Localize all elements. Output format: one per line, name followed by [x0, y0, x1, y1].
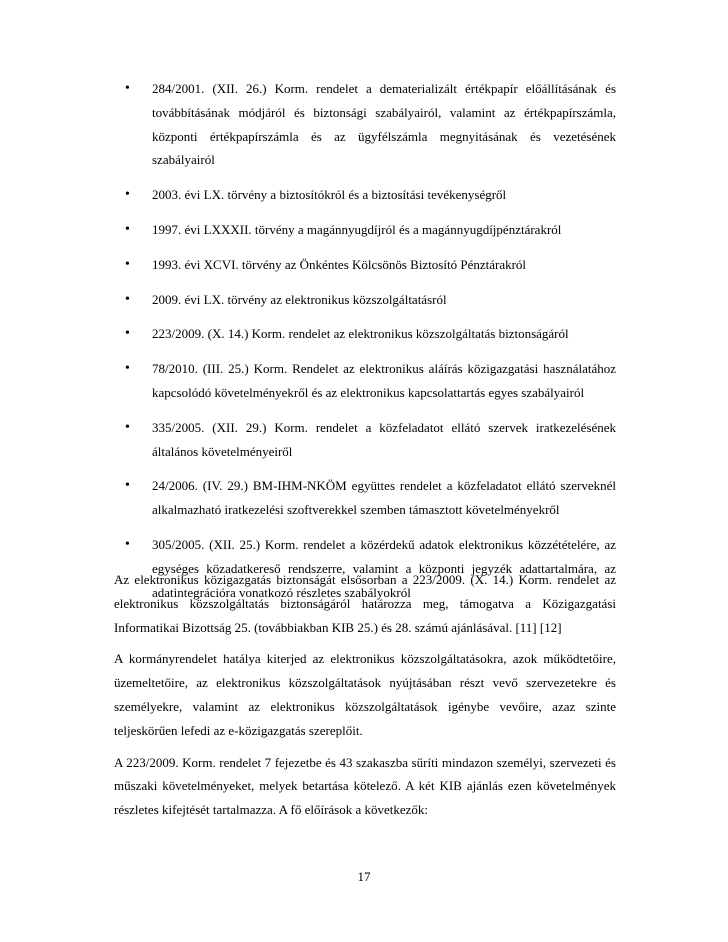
list-item — [0, 474, 728, 522]
paragraph: A 223/2009. Korm. rendelet 7 fejezetbe és 43 szakaszba sűríti mindazon személyi, szervezeti és műszaki követelményeket, melyek betartása kötelező. A két KIB ajánlás ezen követelmények részletes kifejtését tartalmazza. A fő előírások a következők: — [114, 754, 616, 818]
list-item — [0, 218, 728, 242]
list-item-text: 2009. évi LX. törvény az elektronikus közszolgáltatásról — [152, 291, 447, 307]
bullet-icon: • — [125, 536, 130, 552]
bullet-icon: • — [125, 326, 130, 342]
list-item — [0, 357, 728, 405]
list-item — [0, 288, 728, 312]
list-item-text: 1997. évi LXXXII. törvény a magánnyugdíjról és a magánnyugdíjpénztárakról — [152, 221, 562, 237]
list-item — [0, 322, 728, 346]
bullet-icon: • — [125, 361, 130, 377]
bullet-icon: • — [125, 221, 130, 237]
list-item-text: 335/2005. (XII. 29.) Korm. rendelet a közfeladatot ellátó szervek iratkezelésének általános követelményeiről — [152, 419, 616, 459]
list-item-text: 284/2001. (XII. 26.) Korm. rendelet a dematerializált értékpapír előállításának és továbbításának módjáról és biztonsági szabályairól, valamint az értékpapírszámla, központi értékpapírszámla és az ügyfélszámla megnyitásának és vezetésének szabályairól — [152, 81, 616, 168]
list-item-text: 1993. évi XCVI. törvény az Önkéntes Kölcsönös Biztosító Pénztárakról — [152, 256, 527, 272]
list-item — [0, 77, 728, 172]
list-item — [0, 183, 728, 207]
list-item-text: 24/2006. (IV. 29.) BM-IHM-NKÖM együttes rendelet a közfeladatot ellátó szerveknél alkalmazható iratkezelési szoftverekkel szemben támasztott követelményekről — [152, 478, 616, 518]
list-item-text: 78/2010. (III. 25.) Korm. Rendelet az elektronikus aláírás közigazgatási használatához kapcsolódó követelményekről és az elektronikus kapcsolattartás egyes szabályairól — [152, 361, 616, 400]
body-text — [114, 568, 616, 830]
list-item — [0, 253, 728, 277]
bullet-icon: • — [125, 81, 130, 96]
bullet-icon: • — [125, 478, 130, 494]
page-number: 17 — [357, 869, 371, 884]
list-item-text: 223/2009. (X. 14.) Korm. rendelet az elektronikus közszolgáltatás biztonságáról — [152, 326, 569, 342]
list-item-text: 305/2005. (XII. 25.) Korm. rendelet a közérdekű adatok elektronikus közzétételére, az egységes közadatkereső rendszerre, valamint a központi jegyzék adattartalmára, az adatintegrációra vonatkozó részletes szabályokról — [152, 536, 616, 600]
paragraph: A kormányrendelet hatálya kiterjed az elektronikus közszolgáltatásokra, azok működtetőire, üzemeltetőire, az elektronikus közszolgáltatások nyújtásában részt vevő szervezetekre és személyekre, valamint az elektronikus közszolgáltatások igénybe vevőire, azaz szinte teljeskörűen lefedi az e-közigazgatás szereplőit. — [114, 651, 616, 738]
bullet-icon: • — [125, 419, 130, 435]
paragraph: Az elektronikus közigazgatás biztonságát elsősorban a 223/2009. (X. 14.) Korm. rendelet az elektronikus közszolgáltatás biztonságáról határozza meg, támogatva a Közigazgatási Informatikai Bizottság 25. (továbbiakban KIB 25.) és 28. számú ajánlásával. [11] [12] — [114, 572, 616, 635]
bullet-icon: • — [125, 187, 130, 203]
list-item-text: 2003. évi LX. törvény a biztosítókról és a biztosítási tevékenységről — [152, 187, 507, 203]
list-item — [0, 416, 728, 464]
legislation-list — [0, 77, 728, 615]
bullet-icon: • — [125, 256, 130, 272]
bullet-icon: • — [125, 291, 130, 307]
